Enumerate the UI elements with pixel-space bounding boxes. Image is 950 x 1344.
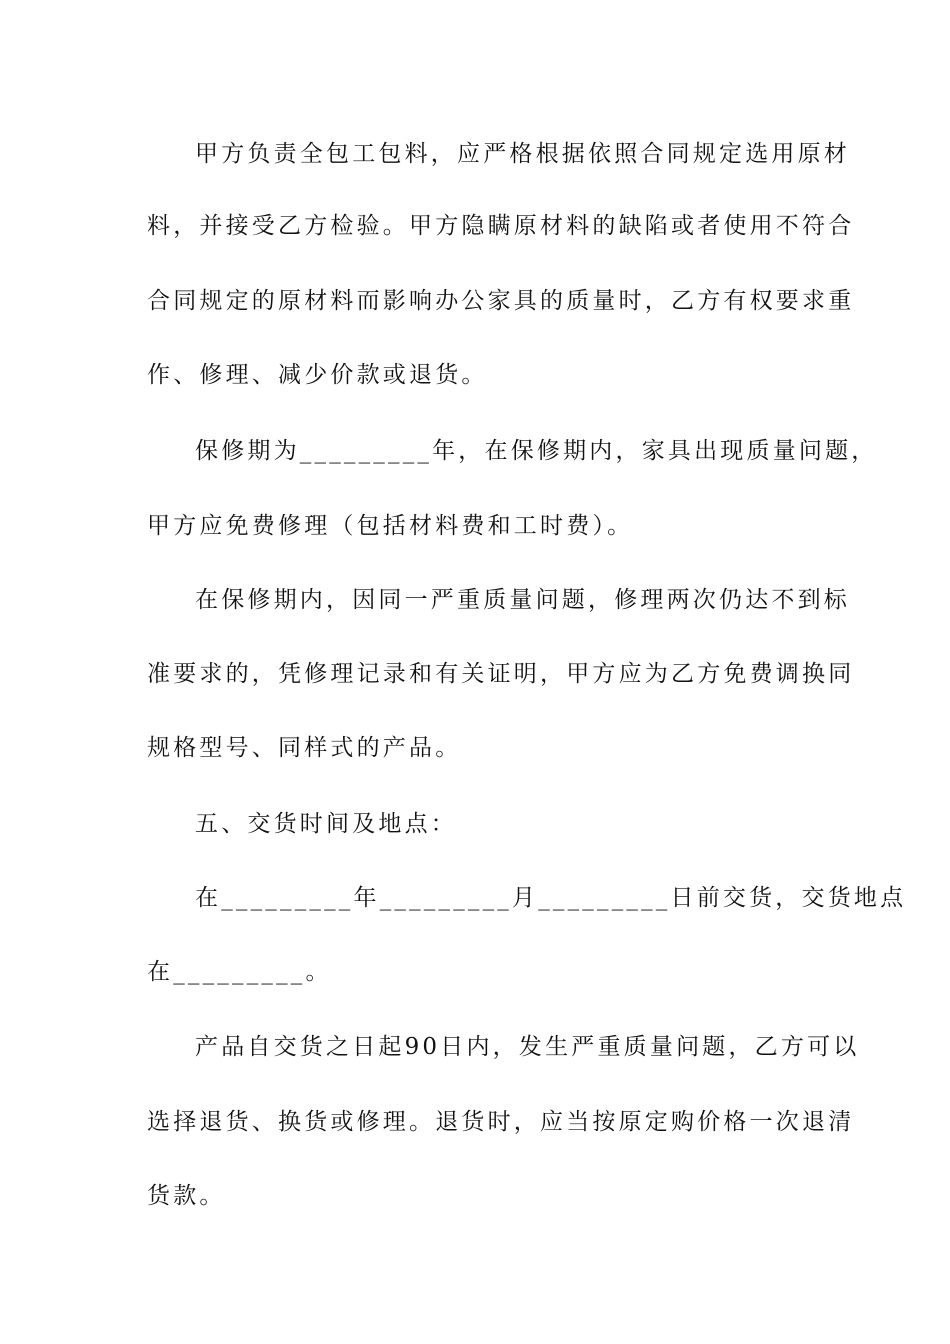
line-text: 合同规定的原材料而影响办公家具的质量时，乙方有权要求重 (147, 288, 855, 314)
line-text: 甲方负责全包工包料，应严格根据依照合同规定选用原材 (195, 141, 850, 167)
paragraph-line (0, 580, 950, 620)
section-heading (0, 804, 950, 844)
paragraph-line (0, 728, 950, 768)
paragraph-line (0, 654, 950, 694)
paragraph-line (0, 281, 950, 321)
line-text: 甲方应免费修理（包括材料费和工时费）。 (147, 513, 634, 539)
paragraph-line (0, 1176, 950, 1216)
line-text: 货款。 (147, 1183, 226, 1209)
paragraph-line (0, 506, 950, 546)
paragraph-line (0, 206, 950, 246)
line-text: 选择退货、换货或修理。退货时，应当按原定购价格一次退清 (147, 1109, 855, 1135)
line-text: 规格型号、同样式的产品。 (147, 735, 462, 761)
paragraph-line (0, 355, 950, 395)
line-text: 料，并接受乙方检验。甲方隐瞒原材料的缺陷或者使用不符合 (147, 213, 855, 239)
paragraph-line (0, 1102, 950, 1142)
heading-text: 五、交货时间及地点： (195, 811, 457, 837)
paragraph-line (0, 952, 950, 992)
paragraph-line (0, 134, 950, 174)
paragraph-line (0, 1027, 950, 1067)
line-text: 产品自交货之日起90日内，发生严重质量问题，乙方可以 (195, 1034, 860, 1060)
paragraph-line (0, 878, 950, 918)
paragraph-line (0, 431, 950, 471)
line-text: 保修期为_________年，在保修期内，家具出现质量问题， (195, 438, 878, 464)
line-text: 作、修理、减少价款或退货。 (147, 362, 488, 388)
line-text: 在保修期内，因同一严重质量问题，修理两次仍达不到标 (195, 587, 850, 613)
line-text: 在_________。 (147, 959, 332, 985)
line-text: 在_________年_________月_________日前交货，交货地点 (195, 885, 907, 911)
line-text: 准要求的，凭修理记录和有关证明，甲方应为乙方免费调换同 (147, 661, 855, 687)
